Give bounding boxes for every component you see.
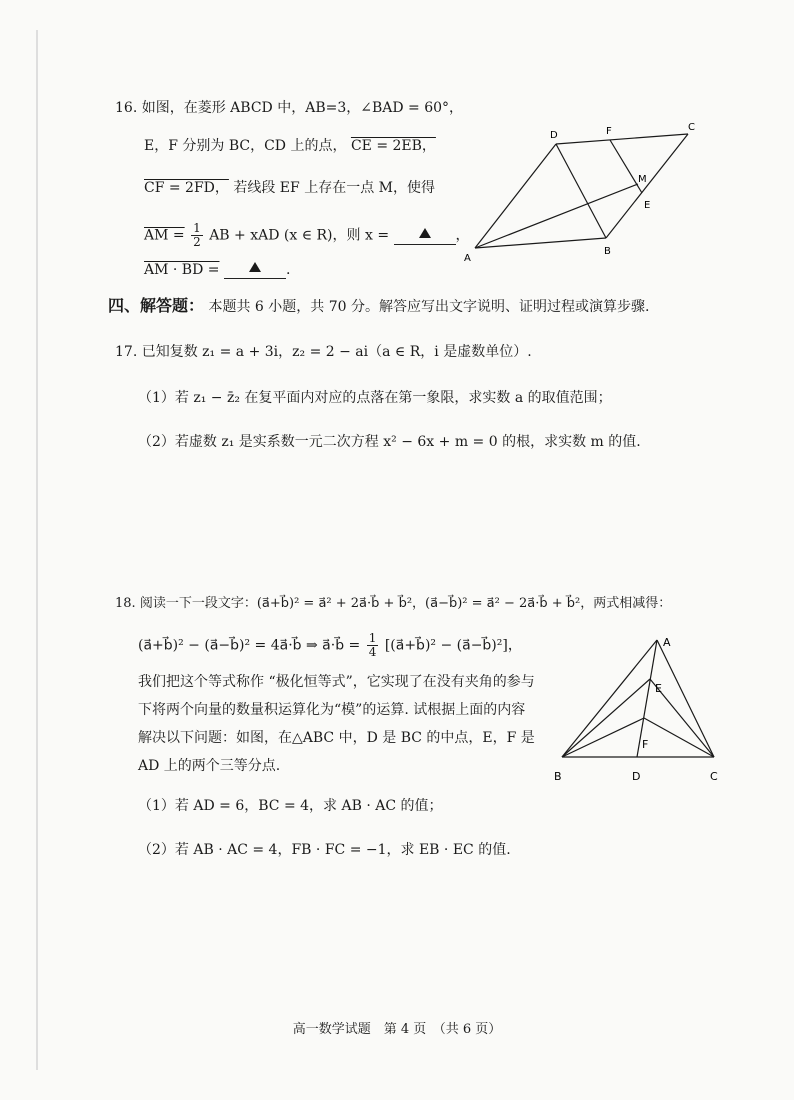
segment-fb — [562, 718, 644, 757]
q16-line1 — [115, 98, 463, 118]
label-e: E — [644, 200, 651, 211]
q18-identity: 阅读一下一段文字：(a⃗+b⃗)² = a⃗² + 2a⃗·b⃗ + b⃗²，(a⃗−b⃗)² = a⃗² − 2a⃗·b⃗ + b⃗²，两式相减得： — [139, 596, 672, 611]
q18-line2 — [138, 632, 522, 659]
label-e: E — [655, 682, 662, 695]
triangle-icon — [249, 262, 261, 272]
q16-line3 — [144, 178, 435, 198]
q16-frac-num: 1 — [193, 221, 201, 235]
segment-fc — [644, 718, 714, 757]
section-4-description: 本题共 6 小题，共 70 分。解答应写出文字说明、证明过程或演算步骤. — [208, 299, 650, 315]
section-4-heading — [108, 296, 649, 317]
q18-line1 — [115, 594, 671, 614]
q18-number: 18. — [115, 596, 136, 611]
q16-line4-text: AB + xAD (x ∈ R)，则 x = — [209, 227, 390, 244]
q16-am: AM = — [144, 227, 185, 244]
q16-end2: . — [285, 262, 291, 278]
segment-eb — [562, 679, 650, 757]
label-f: F — [642, 738, 649, 751]
label-a: A — [663, 636, 671, 649]
q18-derivation: (a⃗+b⃗)² − (a⃗−b⃗)² = 4a⃗·b⃗ ⇒ a⃗·b⃗ = — [138, 637, 361, 654]
q16-am-bd: AM · BD = — [144, 262, 220, 278]
diagonal-bd — [556, 144, 606, 238]
q16-rhombus-figure — [460, 118, 710, 268]
q18-part1: （1）若 AD = 6，BC = 4，求 AB · AC 的值； — [138, 798, 443, 814]
q18-frac-den: 4 — [368, 645, 377, 659]
label-d: D — [550, 130, 558, 141]
q18-fraction — [367, 632, 379, 659]
label-f: F — [606, 126, 612, 137]
q16-number: 16. — [115, 100, 138, 116]
label-d: D — [632, 770, 641, 783]
q16-stem: 如图，在菱形 ABCD 中，AB=3，∠BAD = 60°， — [141, 100, 464, 116]
q17-stem: 已知复数 z₁ = a + 3i，z₂ = 2 − ai（a ∈ R，i 是虚数单位）. — [141, 344, 532, 360]
label-b: B — [554, 770, 562, 783]
q16-fraction — [191, 222, 203, 249]
q18-triangle-figure — [548, 630, 728, 786]
q17-part1: （1）若 z₁ − z̄₂ 在复平面内对应的点落在第一象限，求实数 a 的取值范围； — [138, 390, 612, 406]
q16-cf-fd: CF = 2FD， — [144, 180, 229, 196]
page-edge — [36, 30, 38, 1070]
label-m: M — [638, 174, 647, 185]
label-b: B — [604, 246, 611, 257]
q16-line2-text: E，F 分别为 BC，CD 上的点， — [144, 138, 347, 154]
side-ab — [475, 238, 606, 248]
side-cd — [556, 134, 688, 144]
q18-frac-num: 1 — [368, 631, 377, 645]
q16-ce-eb: CE = 2EB， — [350, 138, 436, 154]
side-bc — [606, 134, 688, 238]
segment-ef — [610, 140, 642, 193]
q16-line3-text: 若线段 EF 上存在一点 M，使得 — [233, 180, 435, 196]
q16-end1: ， — [455, 227, 470, 244]
q18-paragraph: 我们把这个等式称作 “极化恒等式”，它实现了在没有夹角的参与下将两个向量的数量积运算化为“模”的运算. 试根据上面的内容解决以下问题：如图，在△ABC 中，D 是 BC 的中点，E，F 是 AD 上的两个三等分点. — [138, 674, 535, 774]
label-c: C — [710, 770, 718, 783]
q17-part2: （2）若虚数 z₁ 是实系数一元二次方程 x² − 6x + m = 0 的根，求实数 m 的值. — [138, 434, 641, 450]
triangle-icon — [419, 228, 431, 238]
label-a: A — [464, 253, 471, 264]
q17-stem-line — [115, 342, 532, 362]
page-footer: 高一数学试题 第 4 页 （共 6 页） — [292, 1022, 502, 1037]
q17-number: 17. — [115, 344, 138, 360]
q16-line5 — [144, 260, 290, 281]
q16-line2 — [144, 136, 436, 156]
q18-part2: （2）若 AB · AC = 4，FB · FC = −1，求 EB · EC 的值. — [138, 842, 511, 858]
q16-line4 — [144, 222, 470, 249]
section-4-title: 四、解答题： — [108, 296, 205, 315]
label-c: C — [688, 122, 695, 133]
q16-frac-den: 2 — [193, 235, 201, 249]
q16-answer-blank-2[interactable] — [224, 258, 286, 279]
q16-answer-blank-1[interactable] — [394, 224, 456, 245]
q18-derivation-end: [(a⃗+b⃗)² − (a⃗−b⃗)²]， — [384, 637, 522, 654]
